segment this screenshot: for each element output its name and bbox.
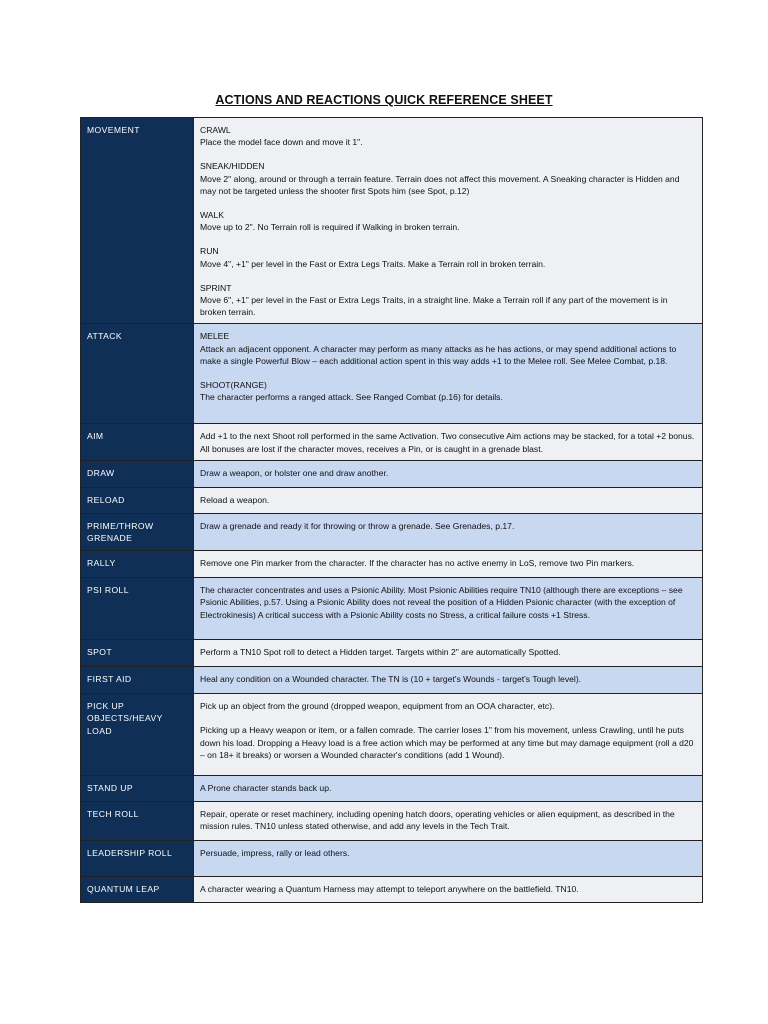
action-label: ATTACK [81,324,194,424]
reference-table [80,117,703,903]
action-label: MOVEMENT [81,118,194,324]
subaction-text: Draw a grenade and ready it for throwing or throw a grenade. See Grenades, p.17. [200,520,515,531]
table-row [81,640,703,667]
action-label: STAND UP [81,776,194,802]
table-row [81,694,703,776]
action-description [194,118,703,324]
action-label: RALLY [81,551,194,578]
description-paragraph [200,584,696,621]
description-paragraph [200,282,696,319]
description-paragraph [200,430,696,454]
table-row [81,118,703,324]
subaction-heading: WALK [200,210,225,221]
subaction-text: Pick up an object from the ground (dropped weapon, equipment from an OOA character, etc). [200,701,555,712]
description-paragraph [200,847,696,859]
description-paragraph [200,673,696,685]
action-description [194,460,703,487]
action-description [194,578,703,640]
table-row [81,802,703,841]
table-row [81,487,703,513]
action-description [194,424,703,460]
action-description [194,513,703,550]
subaction-text: Draw a weapon, or holster one and draw another. [200,467,389,478]
table-row [81,324,703,424]
table-row [81,667,703,694]
table-row [81,460,703,487]
action-description [194,551,703,578]
action-label: DRAW [81,460,194,487]
action-description [194,841,703,877]
page-title: ACTIONS AND REACTIONS QUICK REFERENCE SHEET [215,93,553,107]
subaction-heading: SNEAK/HIDDEN [200,161,265,172]
action-label: FIRST AID [81,667,194,694]
subaction-heading: RUN [200,246,219,257]
subaction-text: Remove one Pin marker from the character. If the character has no active enemy in LoS, remove two Pin markers. [200,558,635,569]
action-label: SPOT [81,640,194,667]
description-paragraph [200,724,696,761]
description-paragraph [200,808,696,832]
description-paragraph [200,160,696,197]
subaction-text: The character concentrates and uses a Psionic Ability. Most Psionic Abilities require TN10 (although there are exceptions – see Psionic Abilities, p.57. Using a Psionic Ability does not reveal the position of a Hidden Psionic character (with the exception of Electrokinesis) A critical success with a Psionic Ability costs no Stress, a critical failure costs +1 Stress. [200,585,683,620]
action-description [194,487,703,513]
subaction-text: Heal any condition on a Wounded character. The TN is (10 + target's Wounds - target's Tough level). [200,674,582,685]
subaction-text: Add +1 to the next Shoot roll performed in the same Activation. Two consecutive Aim actions may be stacked, for a total +2 bonus. All bonuses are lost if the character moves, receives a Pin, or is caught in a grenade blast. [200,431,695,454]
subaction-heading: SHOOT(RANGE) [200,380,267,391]
action-label: TECH ROLL [81,802,194,841]
action-description [194,667,703,694]
subaction-heading: SPRINT [200,282,232,293]
subaction-heading: MELEE [200,331,230,342]
subaction-heading: CRAWL [200,125,231,135]
description-paragraph [200,700,696,712]
action-description [194,640,703,667]
table-row [81,551,703,578]
action-label: LEADERSHIP ROLL [81,841,194,877]
action-description [194,694,703,776]
description-paragraph [200,494,696,506]
subaction-text: Move up to 2". No Terrain roll is required if Walking in broken terrain. [200,222,460,233]
action-description [194,802,703,841]
description-paragraph [200,124,696,148]
description-paragraph [200,245,696,269]
table-row [81,424,703,460]
subaction-text: Perform a TN10 Spot roll to detect a Hidden target. Targets within 2" are automatically Spotted. [200,647,561,658]
table-row [81,578,703,640]
action-label: PICK UP OBJECTS/HEAVY LOAD [81,694,194,776]
subaction-text: A character wearing a Quantum Harness may attempt to teleport anywhere on the battlefield. TN10. [200,884,579,895]
description-paragraph [200,467,696,479]
table-row [81,877,703,903]
subaction-text: Repair, operate or reset machinery, including opening hatch doors, operating vehicles or alien equipment, as described in the mission rules. TN10 unless stated otherwise, and add any levels in the Tech Trait. [200,809,675,832]
subaction-text: Move 6", +1" per level in the Fast or Extra Legs Traits, in a straight line. Make a Terrain roll if any part of the movement is in broken terrain. [200,295,668,318]
subaction-text: Attack an adjacent opponent. A character may perform as many attacks as he has actions, or may spend additional actions to make a single Powerful Blow – each additional action spent in this way adds +1 to the Melee roll. See Melee Combat, p.18. [200,343,677,366]
subaction-text: Persuade, impress, rally or lead others. [200,848,350,859]
table-row [81,776,703,802]
table-row [81,513,703,550]
subaction-text: A Prone character stands back up. [200,783,332,794]
action-description [194,324,703,424]
subaction-text: Place the model face down and move it 1". [200,137,363,148]
reference-table-body [81,118,703,903]
action-description [194,877,703,903]
description-paragraph [200,782,696,794]
description-paragraph [200,557,696,569]
subaction-text: Move 4", +1" per level in the Fast or Extra Legs Traits. Make a Terrain roll in broken terrain. [200,258,546,269]
action-label: PSI ROLL [81,578,194,640]
action-label: AIM [81,424,194,460]
subaction-text: Picking up a Heavy weapon or item, or a fallen comrade. The carrier loses 1" from his movement, unless Crawling, until he puts down his load. Dropping a Heavy load is a free action which may be performed at any time but may damage equipment (roll a d20 – on 18+ it breaks) or worsen a Wounded character's conditions (add 1 Wound). [200,725,694,760]
subaction-text: The character performs a ranged attack. See Ranged Combat (p.16) for details. [200,392,503,403]
description-paragraph [200,646,696,658]
description-paragraph [200,883,696,895]
subaction-text: Reload a weapon. [200,494,270,505]
action-label: RELOAD [81,487,194,513]
description-paragraph [200,379,696,403]
description-paragraph [200,330,696,367]
description-paragraph [200,520,696,532]
action-description [194,776,703,802]
action-label: PRIME/THROW GRENADE [81,513,194,550]
action-label: QUANTUM LEAP [81,877,194,903]
subaction-text: Move 2" along, around or through a terrain feature. Terrain does not affect this movement. A Sneaking character is Hidden and may not be targeted unless the shooter first Spots him (see Spot, p.12) [200,173,680,196]
description-paragraph [200,209,696,233]
table-row [81,841,703,877]
